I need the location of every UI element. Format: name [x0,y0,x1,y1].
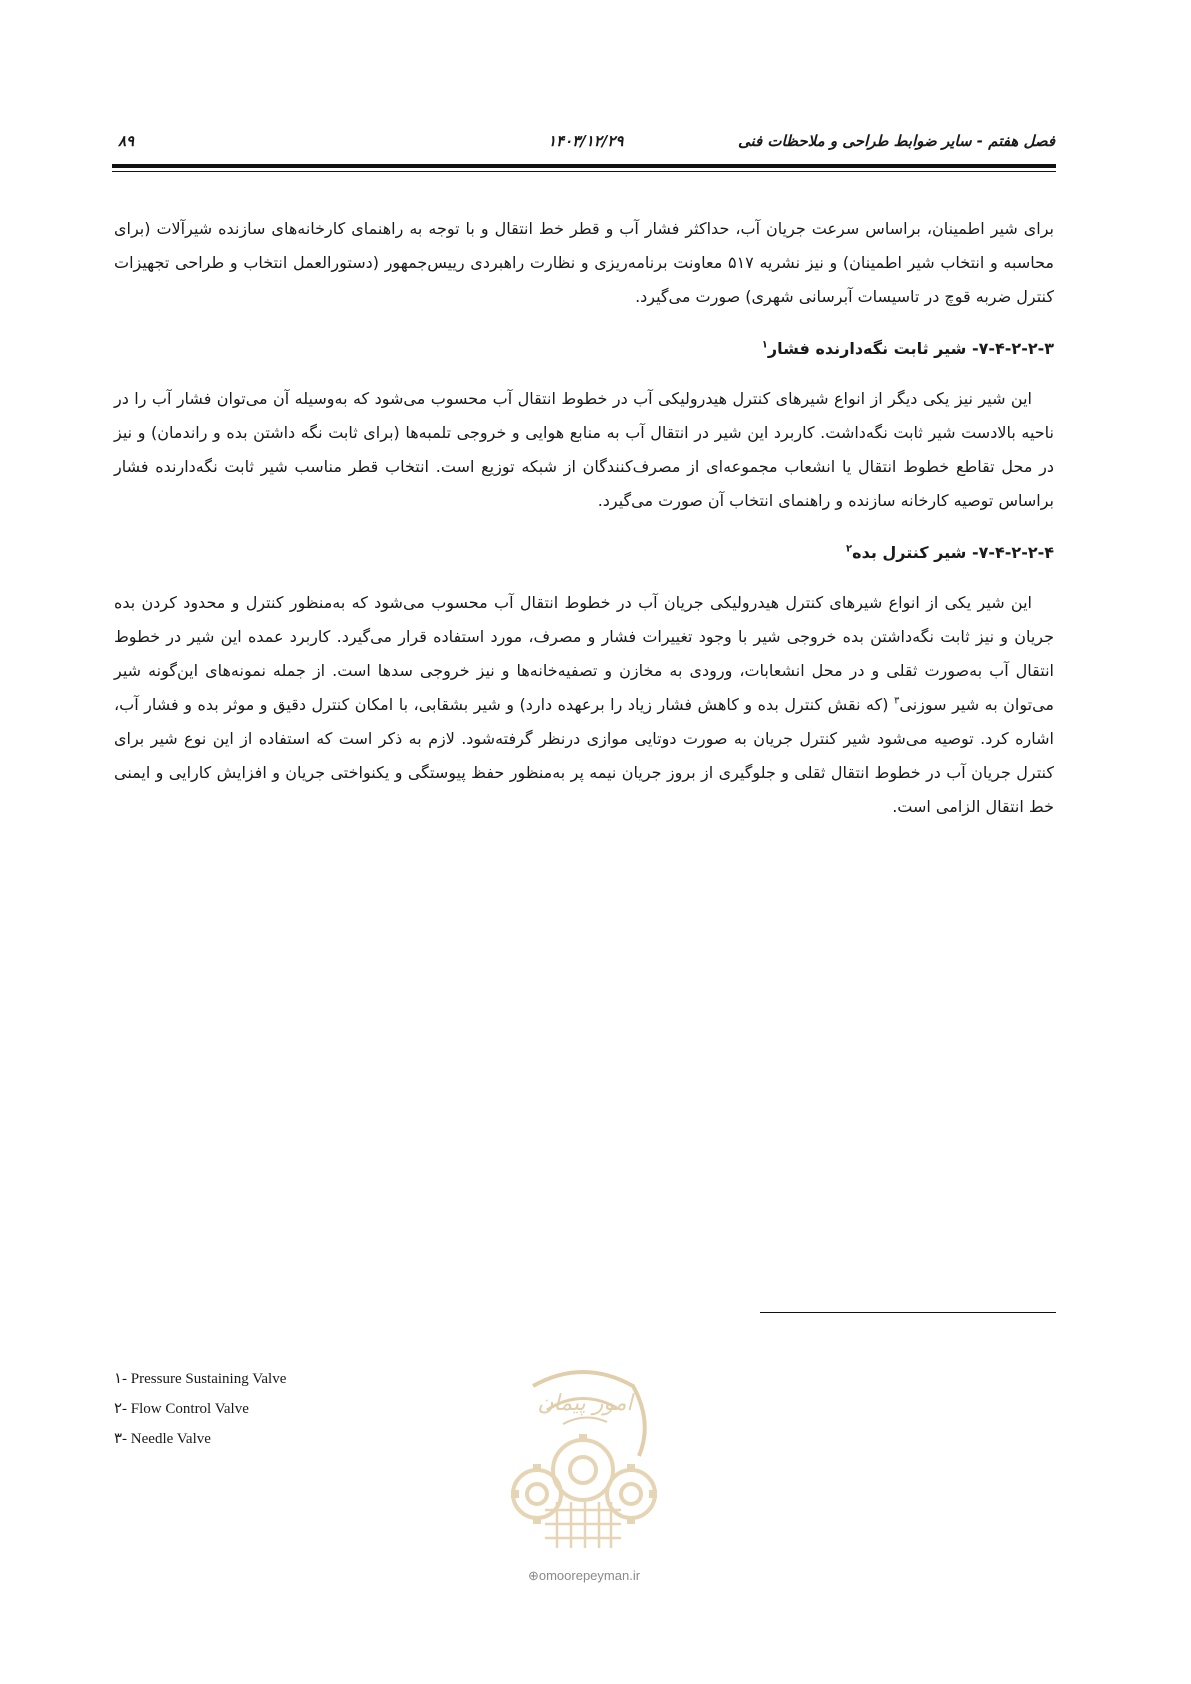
section-heading-text: ۷-۴-۲-۲-۳- شیر ثابت نگه‌دارنده فشار [767,339,1054,358]
page-number: ۸۹ [118,132,135,150]
globe-icon: ⊕ [527,1568,539,1583]
chapter-title: فصل هفتم - سایر ضوابط طراحی و ملاحظات فنی [737,132,1055,150]
watermark-logo [493,1352,673,1562]
watermark-site-text: omoorepeyman.ir [538,1568,641,1583]
page-header [118,132,1055,156]
section-heading-pressure-sustaining [114,332,1054,366]
footnote-item: ۱- Pressure Sustaining Valve [114,1371,287,1387]
flow-control-paragraph [114,586,1054,824]
footnote-ref: ۳ [894,695,900,707]
footnote-item: ۲- Flow Control Valve [114,1401,249,1417]
pressure-sustaining-paragraph: این شیر نیز یکی دیگر از انواع شیرهای کنترل هیدرولیکی آب در خطوط انتقال آب محسوب می‌شود که به‌وسیله آن می‌توان فشار آب را در ناحیه بالادست شیر ثابت نگه‌داشت. کاربرد این شیر در انتقال آب به منابع هوایی و خروجی تلمبه‌ها (برای ثابت نگه داشتن بده و راندمان) و نیز در محل تقاطع خطوط انتقال یا انشعاب مجموعه‌ای از مصرف‌کنندگان از شبکه توزیع است. انتخاب قطر مناسب شیر ثابت نگه‌دارنده فشار براساس توصیه کارخانه سازنده و راهنمای انتخاب آن صورت می‌گیرد. [114,389,1054,510]
revision-date: ۱۴۰۳/۱۲/۲۹ [548,132,624,150]
paragraph-text: این شیر یکی از انواع شیرهای کنترل هیدرولیکی جریان آب در خطوط انتقال آب محسوب می‌شود که به‌منظور کنترل و محدود کردن بده جریان و نیز ثابت نگه‌داشتن بده خروجی شیر با وجود تغییرات فشار و مصرف، مورد استفاده قرار می‌گیرد. کاربرد عمده این شیر در خطوط انتقال آب به‌صورت ثقلی و در محل انشعابات، ورودی به مخازن و تصفیه‌خانه‌ها و نیز خروجی سدها است. از جمله نمونه‌های این‌گونه شیر می‌توان به شیر سوزنی [114,593,1054,714]
header-rule-thick [112,164,1056,168]
section-heading-text: ۷-۴-۲-۲-۴- شیر کنترل بده [852,543,1054,562]
page-body [114,212,1054,824]
watermark-logo-text: امور پیمان [537,1391,633,1416]
intro-paragraph: برای شیر اطمینان، براساس سرعت جریان آب، حداکثر فشار آب و قطر خط انتقال و با توجه به راهنمای کارخانه‌های سازنده شیرآلات (برای محاسبه و انتخاب شیر اطمینان) و نیز نشریه ۵۱۷ معاونت برنامه‌ریزی و نظارت راهبردی رییس‌جمهور (دستورالعمل انتخاب و طراحی تجهیزات کنترل ضربه قوچ در تاسیسات آبرسانی شهری) صورت می‌گیرد. [114,219,1055,306]
footnotes [114,1364,286,1454]
header-rule-thin [112,171,1056,172]
footnote-ref: ۲ [846,543,853,555]
paragraph-text: (که نقش کنترل بده و کاهش فشار زیاد را برعهده دارد) و شیر بشقابی، با امکان کنترل دقیق و موثر بده و فشار آب، اشاره کرد. توصیه می‌شود شیر کنترل جریان به صورت دوتایی موازی درنظر گرفته‌شود. لازم به ذکر است که استفاده از این نوع شیر برای کنترل جریان آب در خطوط انتقال ثقلی و جلوگیری از بروز جریان نیمه پر به‌منظور حفظ پیوستگی و یکنواختی جریان و افزایش کارایی و ایمنی خط انتقال الزامی است. [114,695,1054,816]
footnote-ref: ۱ [761,339,768,351]
footnote-separator [760,1312,1056,1313]
section-heading-flow-control [114,536,1054,570]
footnote-item: ۳- Needle Valve [114,1431,211,1447]
watermark-site [514,1568,654,1584]
